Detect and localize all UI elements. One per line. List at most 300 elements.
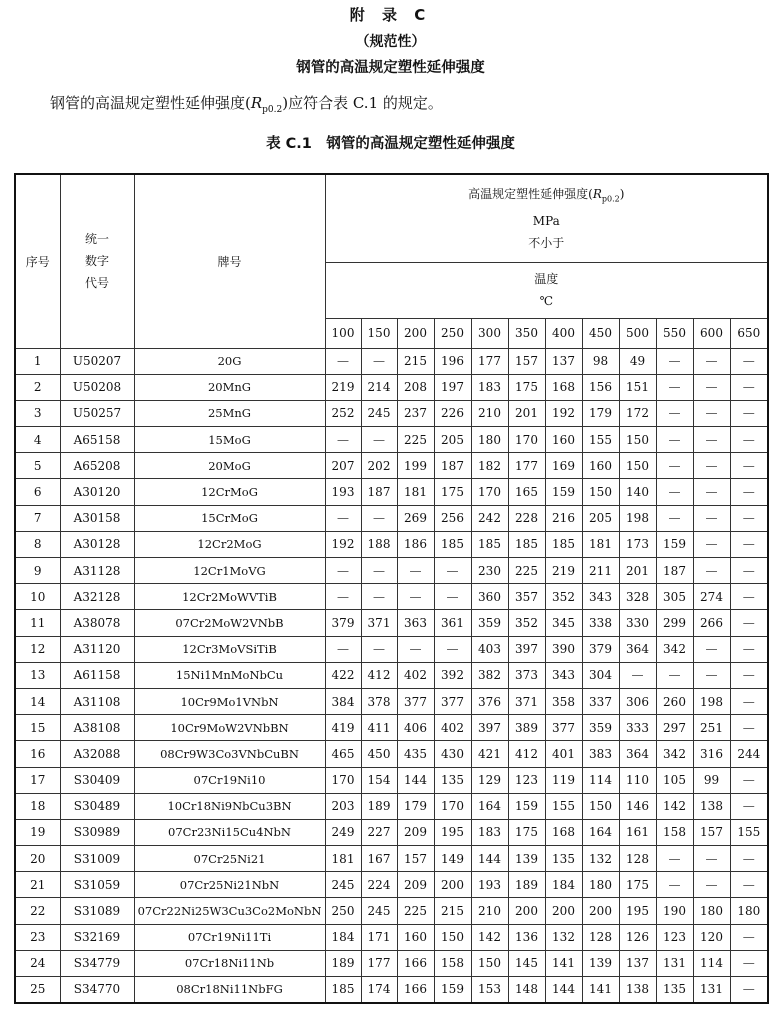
cell-value: 190 — [656, 898, 693, 924]
cell-value: 148 — [508, 977, 545, 1003]
cell-value: 202 — [361, 453, 397, 479]
cell-value: 197 — [434, 374, 471, 400]
cell-value: 297 — [656, 715, 693, 741]
cell-value: 183 — [471, 819, 508, 845]
cell-value: 49 — [619, 348, 656, 374]
cell-code: A30120 — [60, 479, 134, 505]
cell-value: 135 — [434, 767, 471, 793]
cell-value: 382 — [471, 662, 508, 688]
cell-value: 159 — [545, 479, 582, 505]
table-row — [15, 584, 768, 610]
cell-value: 215 — [434, 898, 471, 924]
cell-code: S31059 — [60, 872, 134, 898]
cell-value: 392 — [434, 662, 471, 688]
cell-value: 397 — [471, 715, 508, 741]
cell-value: 252 — [325, 400, 361, 426]
cell-value: 138 — [619, 977, 656, 1003]
cell-value: 224 — [361, 872, 397, 898]
cell-value: 139 — [508, 846, 545, 872]
header-code-line-1: 统一 — [84, 232, 109, 247]
temperature-column-header: 650 — [730, 318, 768, 348]
cell-value: 157 — [397, 846, 434, 872]
cell-value: 159 — [656, 531, 693, 557]
cell-grade: 20G — [134, 348, 325, 374]
cell-value: — — [730, 924, 768, 950]
cell-value: 384 — [325, 688, 361, 714]
cell-grade: 12Cr3MoVSiTiB — [134, 636, 325, 662]
cell-value: 371 — [361, 610, 397, 636]
cell-value: 175 — [619, 872, 656, 898]
table-row — [15, 898, 768, 924]
cell-value: 180 — [582, 872, 619, 898]
cell-seq: 25 — [15, 977, 60, 1003]
cell-value: 343 — [545, 662, 582, 688]
cell-value: 209 — [397, 819, 434, 845]
cell-value: 189 — [508, 872, 545, 898]
intro-text-after: )应符合表 C.1 的规定。 — [282, 94, 443, 112]
cell-value: 358 — [545, 688, 582, 714]
cell-value: 181 — [397, 479, 434, 505]
cell-value: 170 — [434, 793, 471, 819]
cell-value: 155 — [545, 793, 582, 819]
cell-value: 412 — [361, 662, 397, 688]
cell-value: 128 — [619, 846, 656, 872]
cell-value: 144 — [471, 846, 508, 872]
table-row — [15, 505, 768, 531]
cell-seq: 3 — [15, 400, 60, 426]
header-seq: 序号 — [15, 174, 60, 348]
cell-value: 141 — [545, 950, 582, 976]
strength-table — [14, 173, 769, 1004]
cell-value: 342 — [656, 741, 693, 767]
cell-seq: 13 — [15, 662, 60, 688]
cell-value: 210 — [471, 898, 508, 924]
cell-value: 210 — [471, 400, 508, 426]
cell-value: 170 — [508, 427, 545, 453]
cell-value: — — [434, 636, 471, 662]
cell-value: — — [361, 348, 397, 374]
cell-value: 180 — [693, 898, 730, 924]
cell-value: 360 — [471, 584, 508, 610]
cell-value: 249 — [325, 819, 361, 845]
cell-grade: 07Cr23Ni15Cu4NbN — [134, 819, 325, 845]
cell-value: 338 — [582, 610, 619, 636]
cell-value: 99 — [693, 767, 730, 793]
cell-value: 150 — [471, 950, 508, 976]
cell-value: 172 — [619, 400, 656, 426]
header-code — [60, 174, 134, 348]
cell-grade: 07Cr25Ni21NbN — [134, 872, 325, 898]
temperature-column-header: 600 — [693, 318, 730, 348]
table-row — [15, 558, 768, 584]
cell-code: A31120 — [60, 636, 134, 662]
cell-value: 168 — [545, 819, 582, 845]
cell-value: 242 — [471, 505, 508, 531]
cell-value: 146 — [619, 793, 656, 819]
cell-grade: 07Cr22Ni25W3Cu3Co2MoNbN — [134, 898, 325, 924]
cell-value: 450 — [361, 741, 397, 767]
cell-value: 123 — [656, 924, 693, 950]
cell-value: 145 — [508, 950, 545, 976]
cell-value: 209 — [397, 872, 434, 898]
cell-value: 376 — [471, 688, 508, 714]
cell-value: 158 — [434, 950, 471, 976]
group-note: 不小于 — [528, 235, 565, 250]
cell-value: 377 — [434, 688, 471, 714]
cell-value: 245 — [325, 872, 361, 898]
cell-code: S31089 — [60, 898, 134, 924]
cell-value: 377 — [397, 688, 434, 714]
cell-value: — — [693, 558, 730, 584]
cell-value: 175 — [508, 374, 545, 400]
cell-value: 131 — [656, 950, 693, 976]
cell-value: 159 — [508, 793, 545, 819]
cell-code: S31009 — [60, 846, 134, 872]
cell-value: 228 — [508, 505, 545, 531]
cell-seq: 16 — [15, 741, 60, 767]
cell-grade: 12Cr1MoVG — [134, 558, 325, 584]
temperature-label: 温度 — [534, 272, 559, 286]
cell-value: 345 — [545, 610, 582, 636]
cell-value: — — [693, 662, 730, 688]
temperature-column-header: 300 — [471, 318, 508, 348]
cell-value: 184 — [545, 872, 582, 898]
cell-seq: 9 — [15, 558, 60, 584]
cell-grade: 12Cr2MoG — [134, 531, 325, 557]
cell-value: — — [325, 505, 361, 531]
cell-value: — — [730, 846, 768, 872]
table-row — [15, 846, 768, 872]
cell-code: A31108 — [60, 688, 134, 714]
cell-value: 151 — [619, 374, 656, 400]
cell-value: — — [730, 872, 768, 898]
cell-seq: 22 — [15, 898, 60, 924]
cell-seq: 2 — [15, 374, 60, 400]
temperature-column-header: 400 — [545, 318, 582, 348]
cell-value: — — [656, 400, 693, 426]
cell-seq: 6 — [15, 479, 60, 505]
cell-grade: 15Ni1MnMoNbCu — [134, 662, 325, 688]
cell-grade: 15MoG — [134, 427, 325, 453]
cell-seq: 23 — [15, 924, 60, 950]
temperature-column-header: 250 — [434, 318, 471, 348]
cell-value: — — [361, 584, 397, 610]
cell-value: 179 — [397, 793, 434, 819]
cell-value: 114 — [693, 950, 730, 976]
cell-value: 138 — [693, 793, 730, 819]
cell-value: 126 — [619, 924, 656, 950]
cell-code: S32169 — [60, 924, 134, 950]
cell-seq: 10 — [15, 584, 60, 610]
cell-value: 123 — [508, 767, 545, 793]
cell-value: 173 — [619, 531, 656, 557]
cell-value: 181 — [325, 846, 361, 872]
cell-grade: 12Cr2MoWVTiB — [134, 584, 325, 610]
cell-value: — — [730, 584, 768, 610]
table-row — [15, 688, 768, 714]
cell-code: S34779 — [60, 950, 134, 976]
cell-seq: 21 — [15, 872, 60, 898]
group-title-after: ) — [619, 186, 625, 201]
cell-value: 364 — [619, 741, 656, 767]
cell-value: — — [693, 505, 730, 531]
cell-value: — — [730, 610, 768, 636]
cell-value: 401 — [545, 741, 582, 767]
table-row — [15, 427, 768, 453]
cell-code: S34770 — [60, 977, 134, 1003]
cell-value: 186 — [397, 531, 434, 557]
cell-value: — — [619, 662, 656, 688]
cell-value: 211 — [582, 558, 619, 584]
temperature-column-header: 350 — [508, 318, 545, 348]
cell-value: — — [656, 846, 693, 872]
cell-code: S30489 — [60, 793, 134, 819]
cell-value: 140 — [619, 479, 656, 505]
cell-value: 200 — [582, 898, 619, 924]
cell-value: 144 — [545, 977, 582, 1003]
cell-value: 406 — [397, 715, 434, 741]
cell-value: 177 — [471, 348, 508, 374]
table-row — [15, 479, 768, 505]
cell-value: 205 — [434, 427, 471, 453]
cell-value: — — [325, 427, 361, 453]
cell-value: 422 — [325, 662, 361, 688]
cell-value: 219 — [545, 558, 582, 584]
cell-value: 105 — [656, 767, 693, 793]
cell-value: 274 — [693, 584, 730, 610]
cell-value: — — [656, 479, 693, 505]
cell-value: — — [730, 453, 768, 479]
cell-grade: 10Cr9MoW2VNbBN — [134, 715, 325, 741]
appendix-title: 钢管的高温规定塑性延伸强度 — [296, 60, 485, 76]
cell-value: 225 — [397, 898, 434, 924]
cell-value: 198 — [693, 688, 730, 714]
cell-value: 175 — [434, 479, 471, 505]
cell-code: A65158 — [60, 427, 134, 453]
cell-code: A30128 — [60, 531, 134, 557]
cell-grade: 07Cr2MoW2VNbB — [134, 610, 325, 636]
cell-value: 132 — [582, 846, 619, 872]
cell-value: 214 — [361, 374, 397, 400]
cell-code: A61158 — [60, 662, 134, 688]
cell-value: 193 — [325, 479, 361, 505]
cell-seq: 15 — [15, 715, 60, 741]
cell-value: 110 — [619, 767, 656, 793]
cell-value: 154 — [361, 767, 397, 793]
cell-value: — — [693, 374, 730, 400]
cell-value: — — [361, 427, 397, 453]
cell-seq: 12 — [15, 636, 60, 662]
temperature-column-header: 150 — [361, 318, 397, 348]
intro-paragraph — [50, 92, 443, 115]
cell-value: — — [325, 558, 361, 584]
cell-value: — — [730, 348, 768, 374]
cell-code: A30158 — [60, 505, 134, 531]
cell-seq: 1 — [15, 348, 60, 374]
cell-value: 377 — [545, 715, 582, 741]
cell-value: 180 — [730, 898, 768, 924]
cell-value: 357 — [508, 584, 545, 610]
cell-value: — — [693, 479, 730, 505]
table-row — [15, 715, 768, 741]
cell-value: 160 — [545, 427, 582, 453]
cell-value: 225 — [397, 427, 434, 453]
cell-value: 371 — [508, 688, 545, 714]
table-caption: 表 C.1 钢管的高温规定塑性延伸强度 — [266, 136, 515, 152]
cell-value: 306 — [619, 688, 656, 714]
table-row — [15, 610, 768, 636]
cell-value: — — [693, 348, 730, 374]
cell-value: — — [730, 977, 768, 1003]
cell-value: — — [434, 558, 471, 584]
cell-value: 185 — [545, 531, 582, 557]
intro-subscript: p0.2 — [262, 105, 283, 115]
cell-value: 155 — [730, 819, 768, 845]
cell-value: 343 — [582, 584, 619, 610]
cell-seq: 7 — [15, 505, 60, 531]
cell-seq: 19 — [15, 819, 60, 845]
cell-value: 150 — [619, 453, 656, 479]
cell-code: A31128 — [60, 558, 134, 584]
cell-value: 379 — [582, 636, 619, 662]
cell-value: 142 — [656, 793, 693, 819]
cell-value: 149 — [434, 846, 471, 872]
cell-value: 421 — [471, 741, 508, 767]
cell-value: 402 — [397, 662, 434, 688]
temperature-column-header: 450 — [582, 318, 619, 348]
table-row — [15, 531, 768, 557]
cell-value: 150 — [619, 427, 656, 453]
cell-value: — — [325, 584, 361, 610]
cell-value: 169 — [545, 453, 582, 479]
cell-value: 402 — [434, 715, 471, 741]
cell-grade: 25MnG — [134, 400, 325, 426]
cell-value: 137 — [619, 950, 656, 976]
cell-value: 179 — [582, 400, 619, 426]
cell-seq: 24 — [15, 950, 60, 976]
cell-grade: 07Cr18Ni11Nb — [134, 950, 325, 976]
group-title-before: 高温规定塑性延伸强度( — [468, 186, 593, 201]
cell-value: 465 — [325, 741, 361, 767]
cell-value: 359 — [582, 715, 619, 741]
table-row — [15, 872, 768, 898]
cell-value: 167 — [361, 846, 397, 872]
temperature-column-header: 200 — [397, 318, 434, 348]
cell-value: — — [730, 636, 768, 662]
cell-value: 144 — [397, 767, 434, 793]
cell-value: — — [361, 636, 397, 662]
cell-seq: 14 — [15, 688, 60, 714]
cell-value: 208 — [397, 374, 434, 400]
cell-value: — — [730, 479, 768, 505]
cell-value: — — [656, 662, 693, 688]
cell-value: 201 — [619, 558, 656, 584]
cell-value: 200 — [508, 898, 545, 924]
cell-value: 412 — [508, 741, 545, 767]
cell-value: 170 — [325, 767, 361, 793]
cell-seq: 5 — [15, 453, 60, 479]
cell-value: 390 — [545, 636, 582, 662]
cell-value: 316 — [693, 741, 730, 767]
cell-value: 185 — [508, 531, 545, 557]
cell-value: 305 — [656, 584, 693, 610]
cell-value: 199 — [397, 453, 434, 479]
cell-value: 430 — [434, 741, 471, 767]
table-row — [15, 819, 768, 845]
cell-value: — — [693, 400, 730, 426]
cell-grade: 10Cr18Ni9NbCu3BN — [134, 793, 325, 819]
cell-seq: 11 — [15, 610, 60, 636]
temperature-column-header: 550 — [656, 318, 693, 348]
cell-value: 383 — [582, 741, 619, 767]
cell-value: 361 — [434, 610, 471, 636]
cell-value: 155 — [582, 427, 619, 453]
cell-value: 245 — [361, 400, 397, 426]
temperature-column-header: 100 — [325, 318, 361, 348]
cell-grade: 07Cr19Ni11Ti — [134, 924, 325, 950]
cell-value: 135 — [656, 977, 693, 1003]
cell-value: 187 — [434, 453, 471, 479]
table-row — [15, 741, 768, 767]
cell-value: 200 — [434, 872, 471, 898]
cell-value: 244 — [730, 741, 768, 767]
cell-value: — — [730, 427, 768, 453]
cell-value: 185 — [471, 531, 508, 557]
cell-value: 157 — [693, 819, 730, 845]
cell-value: — — [693, 636, 730, 662]
cell-seq: 18 — [15, 793, 60, 819]
cell-value: — — [656, 427, 693, 453]
group-title-symbol: R — [592, 186, 602, 201]
cell-value: 150 — [582, 479, 619, 505]
cell-value: 192 — [325, 531, 361, 557]
cell-value: 379 — [325, 610, 361, 636]
cell-value: — — [730, 374, 768, 400]
cell-value: — — [361, 505, 397, 531]
cell-value: 230 — [471, 558, 508, 584]
header-temperature — [325, 262, 768, 318]
cell-value: 192 — [545, 400, 582, 426]
header-grade: 牌号 — [134, 174, 325, 348]
cell-grade: 12CrMoG — [134, 479, 325, 505]
cell-grade: 08Cr18Ni11NbFG — [134, 977, 325, 1003]
temperature-unit: ℃ — [539, 294, 553, 308]
cell-value: 185 — [434, 531, 471, 557]
cell-grade: 07Cr25Ni21 — [134, 846, 325, 872]
cell-value: — — [730, 715, 768, 741]
cell-value: 352 — [545, 584, 582, 610]
cell-grade: 08Cr9W3Co3VNbCuBN — [134, 741, 325, 767]
cell-value: 137 — [545, 348, 582, 374]
cell-value: 177 — [508, 453, 545, 479]
cell-value: 389 — [508, 715, 545, 741]
cell-value: — — [397, 636, 434, 662]
cell-value: 174 — [361, 977, 397, 1003]
group-unit: MPa — [532, 213, 560, 228]
cell-value: — — [730, 662, 768, 688]
cell-code: A65208 — [60, 453, 134, 479]
cell-value: 359 — [471, 610, 508, 636]
cell-code: A32088 — [60, 741, 134, 767]
cell-value: 256 — [434, 505, 471, 531]
table-row — [15, 767, 768, 793]
cell-value: 250 — [325, 898, 361, 924]
cell-value: 333 — [619, 715, 656, 741]
table-row — [15, 662, 768, 688]
cell-value: — — [325, 636, 361, 662]
cell-value: 330 — [619, 610, 656, 636]
cell-value: 139 — [582, 950, 619, 976]
